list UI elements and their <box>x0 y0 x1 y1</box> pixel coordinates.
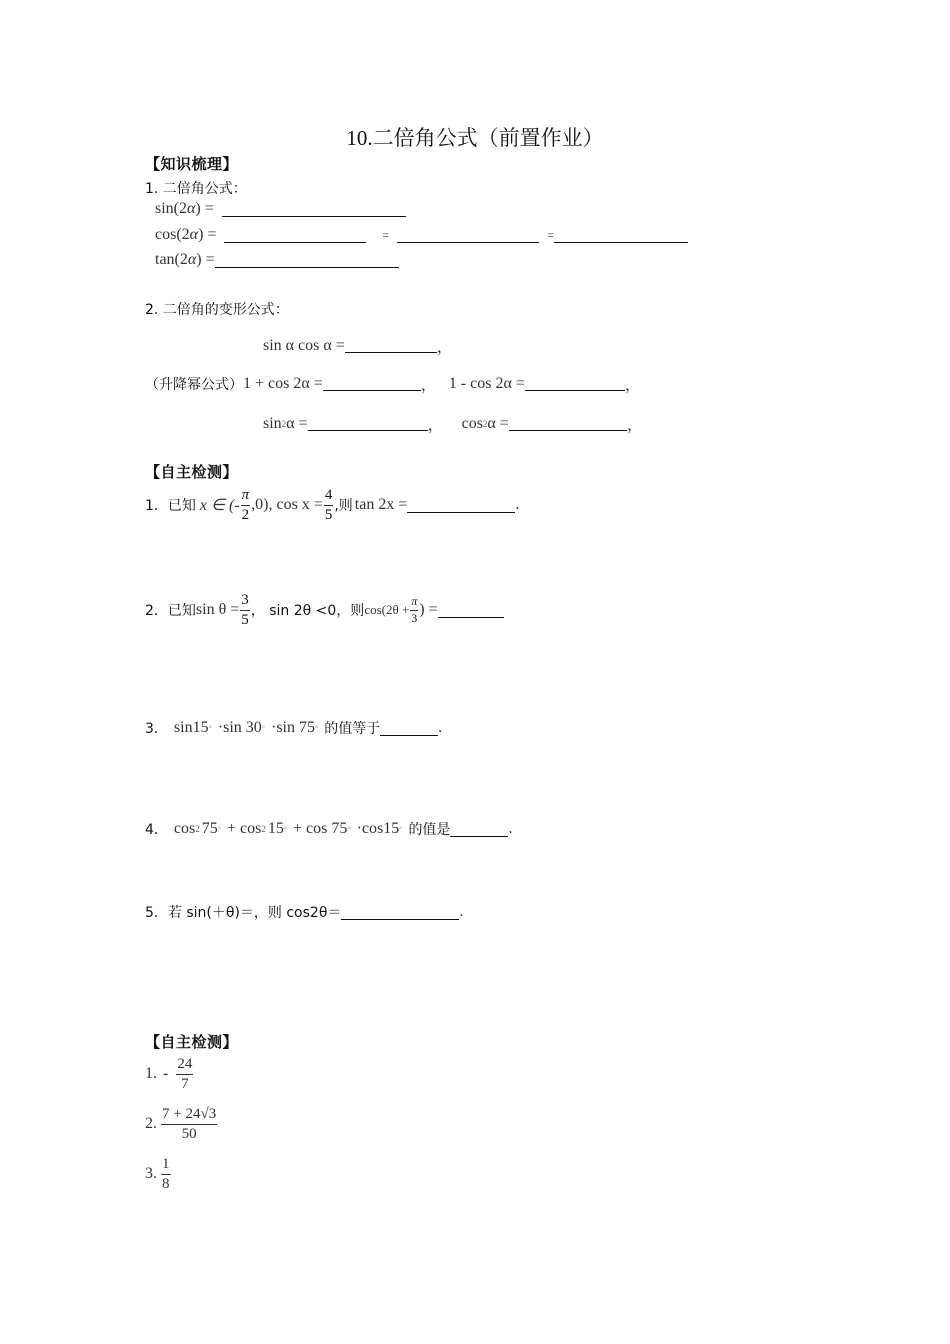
q3-label: 3． <box>145 721 168 737</box>
degree-icon: ° <box>261 723 265 733</box>
item1-label: 1. 二倍角公式： <box>145 181 247 197</box>
q4-cos15: ·cos15 <box>356 820 400 837</box>
q4-plus-cos75: + cos 75 <box>293 820 348 837</box>
sincos-lhs: sin α cos α = <box>263 336 345 354</box>
frac-den: 5 <box>324 506 333 523</box>
a2-label: 2. <box>145 1115 157 1132</box>
q1-then: ,则 <box>334 498 353 514</box>
sincos-blank[interactable] <box>345 338 437 353</box>
close-eq: ) = <box>195 200 214 217</box>
q3-sin75: ·sin 75 <box>271 719 315 736</box>
q5-answer-blank[interactable] <box>341 905 459 920</box>
three-fifths-fraction <box>240 592 250 628</box>
q3-end: . <box>438 719 443 736</box>
alpha-symbol: α <box>187 200 196 217</box>
item2-label: 2. 二倍角的变形公式： <box>145 302 289 318</box>
q2-answer-blank[interactable] <box>438 603 504 618</box>
square-exp: 2 <box>482 418 488 429</box>
eq-sign: = <box>382 227 390 242</box>
frac-num: 1 <box>161 1156 171 1175</box>
section-answers-heading: 【自主检测】 <box>145 1033 239 1051</box>
pi-over-3-fraction <box>410 595 418 624</box>
alpha-eq: α = <box>487 414 509 432</box>
sincos-formula <box>263 334 453 357</box>
eq-sign: = <box>547 227 554 242</box>
frac-num: π <box>410 595 418 610</box>
question-4 <box>145 819 512 839</box>
page-title: 10.二倍角公式（前置作业） <box>346 126 604 150</box>
cos2a-blank-1[interactable] <box>224 228 366 243</box>
q1-answer-blank[interactable] <box>407 498 515 513</box>
sin-sq: sin <box>263 414 282 432</box>
q3-answer-blank[interactable] <box>380 721 438 736</box>
comma: ， <box>420 377 437 394</box>
square-exp: 2 <box>195 824 200 834</box>
tan2a-lhs: tan(2 <box>155 251 188 268</box>
frac-den: 8 <box>162 1175 170 1192</box>
q4-cos2: cos <box>173 820 196 837</box>
tan2a-formula <box>155 251 399 269</box>
frac-den: 5 <box>241 611 249 628</box>
tan2a-blank[interactable] <box>215 253 399 268</box>
question-3 <box>145 718 442 738</box>
sin-sq-blank[interactable] <box>308 416 428 431</box>
q1-expr-a: x ∈ (- <box>199 497 240 514</box>
power-formulas <box>145 372 641 395</box>
frac-num: 4 <box>324 487 334 506</box>
one-minus-cos-blank[interactable] <box>525 376 625 391</box>
frac-num: 3 <box>240 592 250 611</box>
pi-over-2-fraction <box>241 487 251 523</box>
frac-den: 3 <box>411 610 418 625</box>
q3-sin15: sin15 <box>173 719 209 736</box>
q4-label: 4． <box>145 822 168 838</box>
frac-den: 7 <box>181 1075 189 1092</box>
sin2a-blank[interactable] <box>222 202 406 217</box>
degree-icon: ° <box>347 824 351 834</box>
q3-sin30: ·sin 30 <box>217 719 262 736</box>
answer-2 <box>145 1106 218 1142</box>
answer-3 <box>145 1156 172 1192</box>
cos-sq-blank[interactable] <box>509 416 627 431</box>
a1-fraction <box>176 1056 193 1092</box>
frac-num: π <box>241 487 251 506</box>
q2-cos: cos(2θ + <box>364 602 410 617</box>
close-eq: ) = <box>198 226 217 243</box>
cos2a-lhs: cos(2 <box>155 226 190 243</box>
comma: ， <box>624 377 641 394</box>
a2-fraction <box>161 1106 217 1142</box>
close-eq: ) = <box>196 251 215 268</box>
a3-label: 3. <box>145 1165 157 1182</box>
sin2a-lhs: sin(2 <box>155 200 187 217</box>
q4-end: . <box>508 820 513 837</box>
question-5 <box>145 902 463 922</box>
power-prefix: （升降幂公式） <box>145 376 243 393</box>
square-exp: 2 <box>261 824 266 834</box>
q4-15: 15 <box>267 820 284 837</box>
cos2a-blank-2[interactable] <box>397 228 539 243</box>
q4-75: 75 <box>201 820 218 837</box>
square-exp: 2 <box>281 418 287 429</box>
comma: ， <box>436 339 453 356</box>
section-knowledge-heading: 【知识梳理】 <box>145 155 239 173</box>
cos2a-formula <box>155 226 688 244</box>
sin2a-formula <box>155 200 406 218</box>
cos2a-blank-3[interactable] <box>554 228 688 243</box>
question-1 <box>145 487 519 523</box>
q2-sin: sin θ = <box>195 601 240 618</box>
q5-end: . <box>459 903 464 920</box>
q1-end: . <box>515 496 520 513</box>
degree-icon: ° <box>217 824 221 834</box>
alpha-symbol: α <box>189 226 199 243</box>
comma: ， <box>626 417 643 434</box>
q5-text: 5．若 sin(＋θ)＝，则 cos2θ＝ <box>145 905 342 921</box>
comma: ， <box>427 417 444 434</box>
a1-label: 1. <box>145 1065 157 1082</box>
question-2 <box>145 592 504 628</box>
q2-close: ) = <box>419 601 438 618</box>
square-formulas <box>263 412 643 435</box>
q1-expr-c: tan 2x = <box>354 496 408 513</box>
q1-label: 1．已知 <box>145 498 196 514</box>
a3-fraction <box>161 1156 171 1192</box>
q1-expr-b: ,0), cos x = <box>251 496 323 513</box>
q4-answer-blank[interactable] <box>450 822 508 837</box>
answer-1 <box>145 1056 194 1092</box>
section-selfcheck-heading: 【自主检测】 <box>145 463 239 481</box>
one-plus-cos-blank[interactable] <box>323 376 421 391</box>
degree-icon: ° <box>208 723 212 733</box>
frac-num: 7 + 24√3 <box>161 1106 217 1125</box>
q2-label: 2．已知 <box>145 603 196 619</box>
degree-icon: ° <box>283 824 288 834</box>
alpha-symbol: α <box>187 251 197 268</box>
q4-text: 的值是 <box>408 822 451 838</box>
q3-text: 的值等于 <box>324 721 381 737</box>
cos-sq: cos <box>461 414 483 432</box>
q4-plus-cos: + cos <box>226 820 262 837</box>
one-plus-cos: 1 + cos 2α = <box>243 374 323 392</box>
degree-icon: ° <box>399 824 403 834</box>
frac-den: 50 <box>181 1125 197 1142</box>
one-minus-cos: 1 - cos 2α = <box>448 374 525 392</box>
frac-num: 24 <box>176 1056 193 1075</box>
alpha-eq: α = <box>286 414 308 432</box>
a1-minus: - <box>163 1065 169 1082</box>
frac-den: 2 <box>241 506 250 523</box>
degree-icon: ° <box>315 723 319 733</box>
q2-mid: ， sin 2θ <0，则 <box>250 603 365 619</box>
four-fifths-fraction <box>324 487 334 523</box>
